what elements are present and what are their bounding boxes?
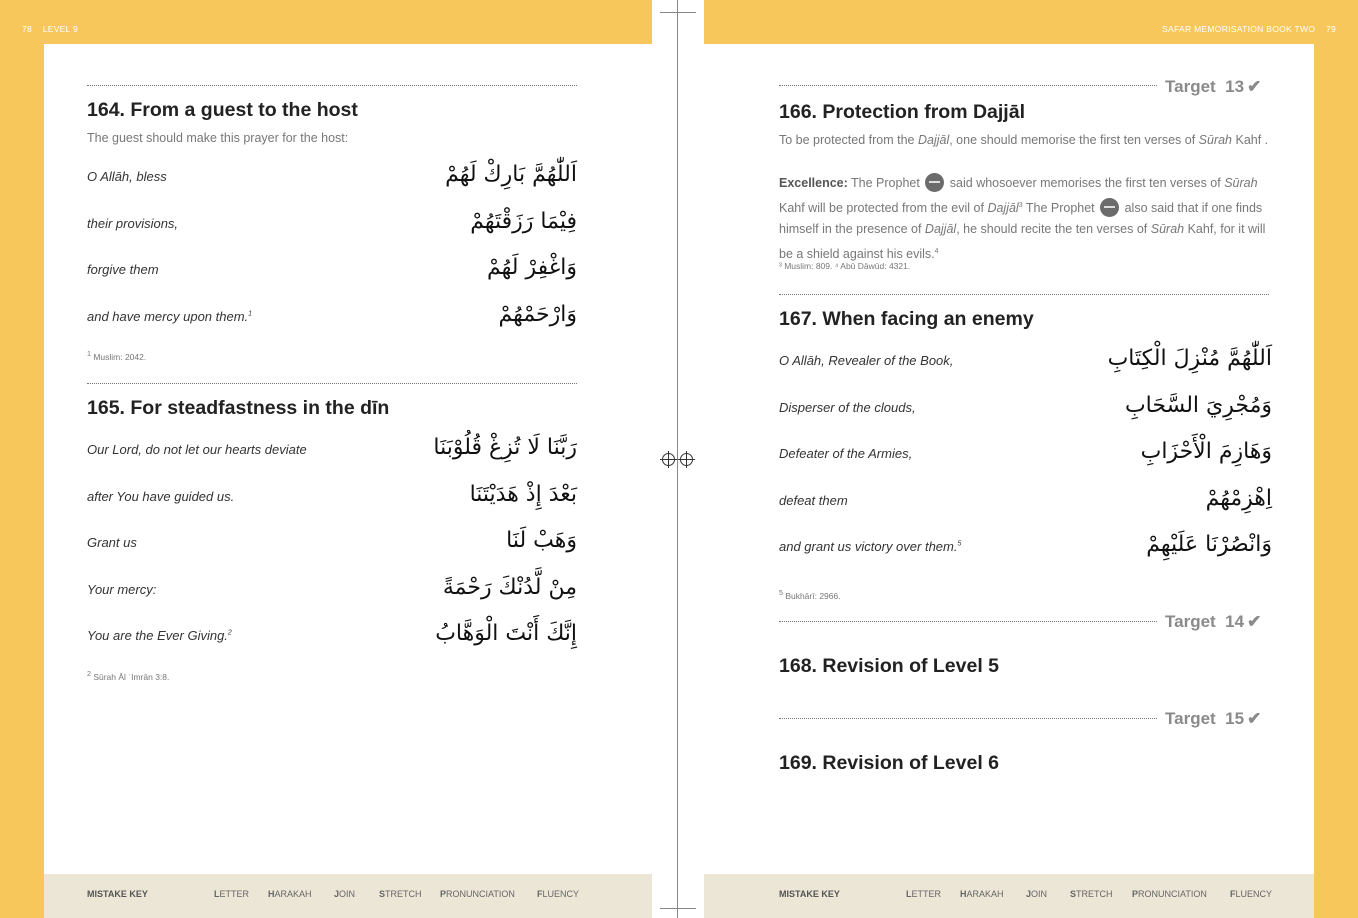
section-title-166: 166. Protection from Dajjāl <box>779 101 1025 123</box>
mistake-key-item: HARAKAH <box>268 889 312 899</box>
translation-line: O Allāh, Revealer of the Book, <box>779 353 954 368</box>
mistake-key-item: JOIN <box>334 889 356 899</box>
footnote: ³ Muslim: 809. ⁴ Abū Dāwūd: 4321. <box>779 261 911 271</box>
section-title-164: 164. From a guest to the host <box>87 99 358 121</box>
left-page <box>0 0 652 918</box>
arabic-line: وَارْحَمْهُمْ <box>498 302 577 327</box>
mistake-key-item: FLUENCY <box>537 889 580 899</box>
arabic-line: مِنْ لَّدُنْكَ رَحْمَةً <box>442 575 577 600</box>
translation-line: O Allāh, bless <box>87 169 167 184</box>
arabic-line: وَهَازِمَ الْأَحْزَابِ <box>1140 439 1272 464</box>
section-title-167: 167. When facing an enemy <box>779 308 1034 330</box>
footnote: $^1$ Muslim: 2042. <box>87 350 147 362</box>
right-running-title: SAFAR MEMORISATION BOOK TWO <box>1162 24 1316 34</box>
section-divider <box>779 294 1269 295</box>
mistake-key-item: HARAKAH <box>960 889 1004 899</box>
arabic-line: اَللّٰهُمَّ بَارِكْ لَهُمْ <box>445 162 577 187</box>
checkmark-icon: ✔ <box>1247 612 1262 631</box>
translation-line: their provisions, <box>87 216 179 231</box>
left-running-title: LEVEL 9 <box>42 24 79 34</box>
section-divider <box>779 85 1157 86</box>
section-divider <box>779 621 1157 622</box>
mistake-key-item: LETTER <box>906 889 942 899</box>
crop-mark <box>660 12 696 13</box>
section-divider <box>779 718 1157 719</box>
mistake-key-item: JOIN <box>1026 889 1048 899</box>
footnote: $^2$ Sūrah Āl ʿImrān 3:8. <box>87 670 170 682</box>
section-title-165: 165. For steadfastness in the dīn <box>87 397 390 419</box>
right-page-number: 79 <box>1325 24 1336 34</box>
translation-line: after You have guided us. <box>87 489 235 504</box>
left-page-number: 78 <box>22 24 33 34</box>
mistake-key-item: FLUENCY <box>1230 889 1273 899</box>
arabic-line: اَللّٰهُمَّ مُنْزِلَ الْكِتَابِ <box>1107 346 1272 371</box>
right-content-panel <box>704 44 1314 874</box>
translation-line: forgive them <box>87 262 159 277</box>
translation-line: Your mercy: <box>87 582 157 597</box>
left-content-panel <box>44 44 652 874</box>
arabic-line: وَمُجْرِيَ السَّحَابِ <box>1124 393 1272 418</box>
arabic-line: إِنَّكَ أَنْتَ الْوَهَّابُ <box>435 621 577 646</box>
checkmark-icon: ✔ <box>1247 709 1262 728</box>
translation-line: and grant us victory over them.$^5$ <box>779 539 962 554</box>
translation-line: Our Lord, do not let our hearts deviate <box>87 442 307 457</box>
section-intro-166: To be protected from the Dajjāl, one should memorise the first ten verses of Sūrah Kahf . <box>779 133 1269 147</box>
salutation-seal-icon <box>925 173 944 192</box>
arabic-line: وَانْصُرْنَا عَلَيْهِمْ <box>1146 532 1272 557</box>
arabic-line: وَهَبْ لَنَا <box>506 528 577 553</box>
checkmark-icon: ✔ <box>1247 77 1262 96</box>
arabic-line: بَعْدَ إِذْ هَدَيْتَنَا <box>469 482 577 507</box>
translation-line: Grant us <box>87 535 137 550</box>
section-intro-164: The guest should make this prayer for the host: <box>87 131 349 145</box>
arabic-line: رَبَّنَا لَا تُزِغْ قُلُوْبَنَا <box>433 435 577 460</box>
arabic-line: فِيْمَا رَزَقْتَهُمْ <box>470 209 577 234</box>
footnote: $^5$ Bukhārī: 2966. <box>779 589 841 601</box>
arabic-line: اِهْزِمْهُمْ <box>1205 486 1272 511</box>
target-marker: Target 13 ✔ <box>1165 77 1262 96</box>
excellence-paragraph: Excellence: The Prophet said whosoever memorises the first ten verses of Sūrah Kahf will be protected from the evil of Dajjāl$^3$ The Prophet also said that if one finds himself in the presence of Dajjāl, he should recite the ten verses of Sūrah Kahf, for it will be a shield against his evils.$^4$ <box>779 173 1269 265</box>
translation-line: Defeater of the Armies, <box>779 446 913 461</box>
section-divider <box>87 383 577 384</box>
translation-line: You are the Ever Giving.$^2$ <box>87 628 232 643</box>
arabic-line: وَاغْفِرْ لَهُمْ <box>487 255 577 280</box>
right-page <box>704 0 1358 918</box>
mistake-key-title: MISTAKE KEY <box>87 889 148 899</box>
crop-mark <box>660 908 696 909</box>
mistake-key-bar-right <box>704 874 1314 918</box>
translation-line: and have mercy upon them.$^1$ <box>87 309 253 324</box>
registration-mark-icon <box>680 453 693 466</box>
mistake-key-item: PRONUNCIATION <box>440 889 515 899</box>
section-title-168: 168. Revision of Level 5 <box>779 655 1000 677</box>
target-marker: Target 14 ✔ <box>1165 612 1262 631</box>
salutation-seal-icon <box>1100 198 1119 217</box>
left-running-head <box>22 24 78 38</box>
book-gutter <box>652 0 704 918</box>
section-title-169: 169. Revision of Level 6 <box>779 752 1000 774</box>
registration-mark-icon <box>662 453 675 466</box>
mistake-key-item: PRONUNCIATION <box>1132 889 1207 899</box>
mistake-key-item: STRETCH <box>1070 889 1113 899</box>
mistake-key-bar-left <box>44 874 652 918</box>
translation-line: defeat them <box>779 493 848 508</box>
mistake-key-item: STRETCH <box>379 889 422 899</box>
translation-line: Disperser of the clouds, <box>779 400 916 415</box>
mistake-key-title: MISTAKE KEY <box>779 889 840 899</box>
section-divider <box>87 85 577 86</box>
target-marker: Target 15 ✔ <box>1165 709 1262 728</box>
right-running-head <box>1162 24 1336 38</box>
mistake-key-item: LETTER <box>214 889 250 899</box>
